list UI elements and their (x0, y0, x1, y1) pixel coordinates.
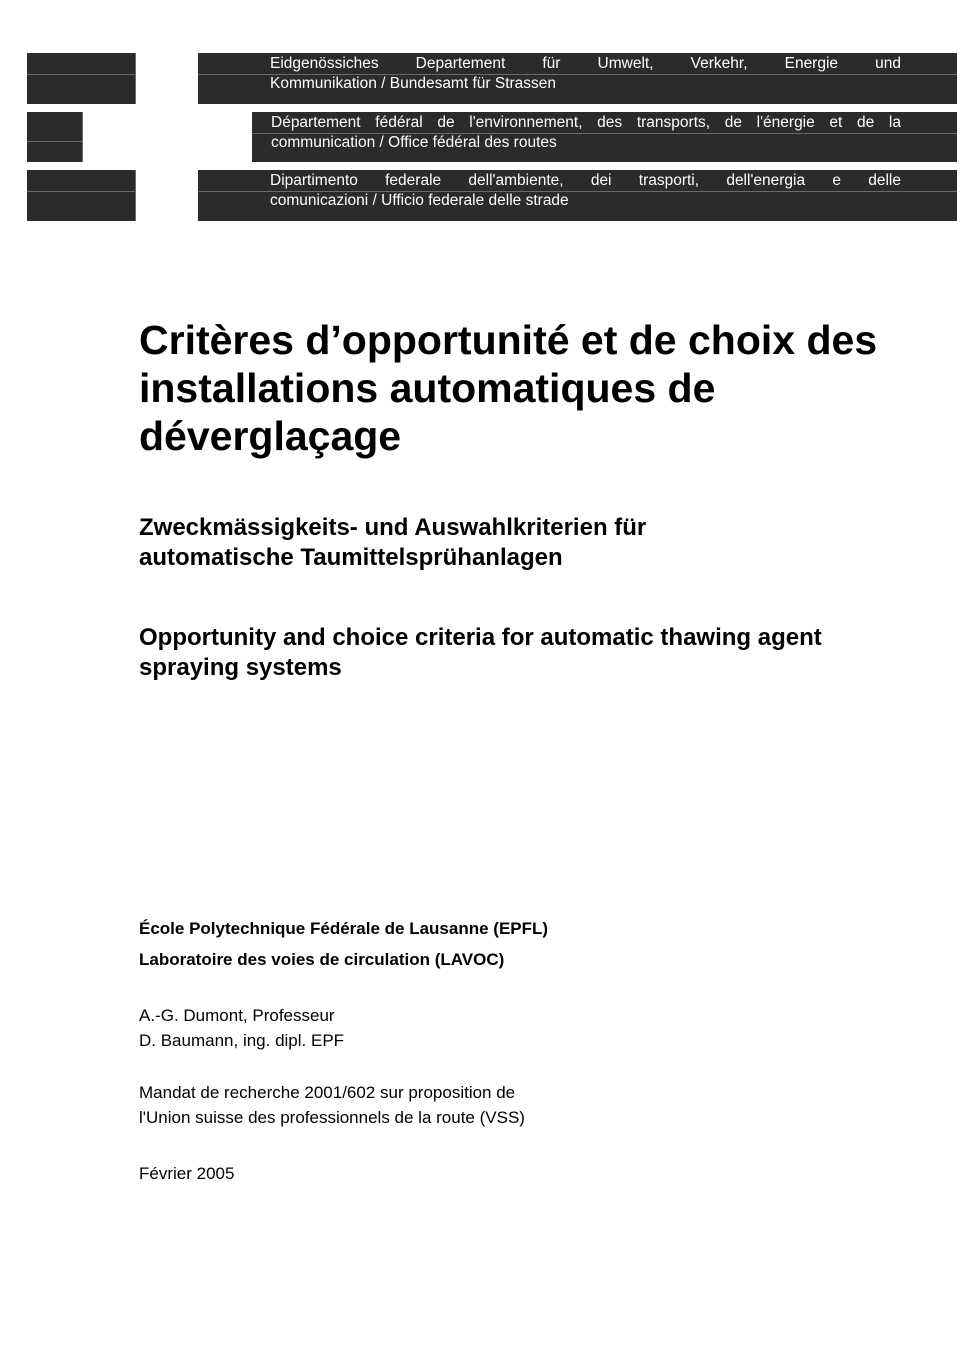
author-1: A.-G. Dumont, Professeur (139, 1006, 335, 1025)
subtitle-en: Opportunity and choice criteria for automatic thawing agent spraying systems (139, 624, 822, 681)
logo-block-2 (27, 112, 83, 162)
mandate-line1: Mandat de recherche 2001/602 sur proposition de (139, 1083, 516, 1102)
logo-block-3 (27, 170, 136, 221)
department-de-line2: Kommunikation / Bundesamt für Strassen (270, 75, 557, 92)
department-it-line1: Dipartimento federale dell'ambiente, dei trasporti, dell'energia e delle (270, 172, 901, 189)
mandate-line2: l'Union suisse des professionnels de la route (VSS) (139, 1108, 525, 1127)
main-title-fr: Critères d’opportunité et de choix des installations automatiques de déverglaçage (139, 317, 878, 459)
department-band-it (198, 170, 957, 221)
department-fr-line1: Département fédéral de l'environnement, des transports, de l'énergie et de la (271, 114, 901, 131)
publication-date: Février 2005 (139, 1164, 235, 1183)
logo-block-1 (27, 53, 136, 104)
department-it-line2: comunicazioni / Ufficio federale delle strade (270, 192, 569, 209)
department-band-fr (252, 112, 957, 162)
author-2: D. Baumann, ing. dipl. EPF (139, 1031, 345, 1050)
subtitle-de: Zweckmässigkeits- und Auswahlkriterien für automatische Taumittelsprühanlagen (139, 514, 647, 571)
department-fr-line2: communication / Office fédéral des routes (271, 134, 557, 151)
department-band-de (198, 53, 957, 104)
institution-school: École Polytechnique Fédérale de Lausanne (EPFL) (139, 919, 549, 938)
institution-lab: Laboratoire des voies de circulation (LAVOC) (139, 950, 505, 969)
department-de-line1: Eidgenössiches Departement für Umwelt, Verkehr, Energie und (270, 55, 901, 72)
